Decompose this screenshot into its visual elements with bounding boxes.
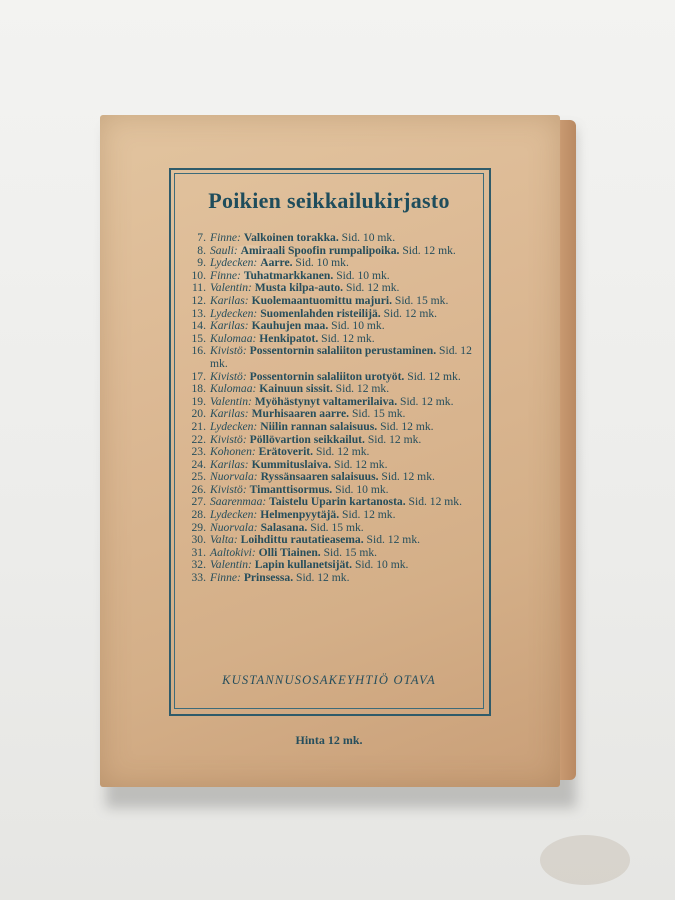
series-title: Poikien seikkailukirjasto — [208, 188, 450, 213]
book-title: Helmenpyytäjä. — [260, 508, 340, 522]
book-author: Finne: — [210, 571, 241, 585]
book-author: Valta: — [210, 533, 238, 547]
book-number: 11. — [191, 281, 206, 295]
book-title: Suomenlahden risteilijä. — [260, 306, 381, 320]
book-list-item — [184, 345, 479, 370]
book-list-item — [184, 572, 479, 585]
book-author: Lydecken: — [210, 419, 258, 433]
book-price: Sid. 12 mk. — [334, 457, 388, 471]
book-number: 14. — [191, 319, 206, 333]
book-price: Sid. 12 mk. — [407, 369, 461, 383]
book-title: Tuhatmarkkanen. — [243, 268, 334, 282]
book-title: Amiraali Spoofin rumpalipoika. — [240, 243, 400, 257]
book-number: 27. — [191, 495, 206, 509]
book-price: Sid. 12 mk. — [366, 533, 421, 547]
book-author: Finne: — [210, 268, 241, 282]
book-author: Karilas: — [210, 293, 249, 307]
book-price: Sid. 10 mk. — [341, 231, 396, 244]
book-author: Kivistö: — [210, 432, 247, 446]
book-price: Sid. 12 mk. — [321, 331, 375, 345]
book-price: Sid. 12 mk. — [402, 243, 456, 257]
book-title: Prinsessa. — [243, 571, 294, 585]
book-author: Valentin: — [210, 281, 252, 295]
book-title: Valkoinen torakka. — [243, 231, 339, 244]
cover-price: Hinta 12 mk. — [295, 733, 363, 747]
book-price: Sid. 12 mk. — [345, 281, 400, 295]
book-author: Nuorvala: — [210, 520, 258, 534]
book-author: Karilas: — [210, 319, 249, 333]
book-price: Sid. 12 mk. — [400, 394, 454, 408]
book-number: 9. — [197, 256, 206, 270]
book-author: Nuorvala: — [210, 470, 258, 484]
book-number: 10. — [191, 268, 206, 282]
book-author: Aaltokivi: — [210, 545, 256, 559]
book-number: 31. — [191, 545, 206, 559]
cover-wear-mark — [540, 835, 630, 885]
book-title: Erätoverit. — [258, 445, 314, 459]
book-title: Kainuun sissit. — [259, 382, 333, 396]
book-number: 8. — [197, 243, 206, 257]
book-price: Sid. 12 mk. — [383, 306, 438, 320]
book-number: 22. — [191, 432, 206, 446]
book-title: Salasana. — [260, 520, 308, 534]
book-price: Sid. 12 mk. — [210, 344, 472, 370]
book-title: Pöllövartion seikkailut. — [249, 432, 365, 446]
book-title: Musta kilpa-auto. — [254, 281, 344, 295]
book-author: Kohonen: — [210, 445, 256, 459]
book-title: Kuolemaantuomittu majuri. — [251, 293, 392, 307]
book-price: Sid. 15 mk. — [323, 545, 378, 559]
book-price: Sid. 12 mk. — [381, 470, 435, 484]
book-author: Finne: — [210, 231, 241, 244]
book-number: 33. — [191, 571, 206, 585]
book-number: 24. — [191, 457, 206, 471]
book-price: Sid. 10 mk. — [331, 319, 385, 333]
book-author: Lydecken: — [210, 306, 258, 320]
book-entry — [210, 572, 479, 585]
book-title: Taistelu Uparin kartanosta. — [269, 495, 406, 509]
book-number: 12. — [191, 293, 206, 307]
book-author: Kulomaa: — [210, 382, 257, 396]
book-author: Kulomaa: — [210, 331, 257, 345]
book-author: Lydecken: — [210, 256, 258, 270]
book-author: Karilas: — [210, 407, 249, 421]
book-title: Niilin rannan salaisuus. — [260, 419, 378, 433]
book-author: Kivistö: — [210, 482, 247, 496]
book-list — [184, 232, 479, 585]
publisher-name: KUSTANNUSOSAKEYHTIÖ OTAVA — [222, 673, 436, 687]
book-title: Aarre. — [260, 256, 293, 270]
book-title: Olli Tiainen. — [258, 545, 321, 559]
book-price: Sid. 10 mk. — [336, 268, 390, 282]
book-number: 25. — [191, 470, 206, 484]
book-price: Sid. 12 mk. — [380, 419, 434, 433]
book-number: 20. — [191, 407, 206, 421]
book-number: 29. — [191, 520, 206, 534]
book-number: 18. — [191, 382, 206, 396]
book-author: Kivistö: — [210, 344, 247, 358]
book-title: Kummituslaiva. — [251, 457, 332, 471]
book-number: 7. — [197, 231, 206, 244]
book-author: Saarenmaa: — [210, 495, 267, 509]
book-price: Sid. 15 mk. — [351, 407, 406, 421]
book-price: Sid. 12 mk. — [342, 508, 396, 522]
book-author: Kivistö: — [210, 369, 247, 383]
book-title: Possentornin salaliiton perustaminen. — [249, 344, 437, 358]
book-price: Sid. 15 mk. — [310, 520, 364, 534]
book-title: Henkipatot. — [259, 331, 319, 345]
book-number: 15. — [191, 331, 206, 345]
book-author: Valentin: — [210, 558, 252, 572]
book-price: Sid. 15 mk. — [394, 293, 449, 307]
book-price: Sid. 10 mk. — [354, 558, 409, 572]
book-title: Kauhujen maa. — [251, 319, 329, 333]
book-number: 23. — [191, 445, 206, 459]
book-price: Sid. 12 mk. — [296, 571, 350, 585]
book-price: Sid. 12 mk. — [408, 495, 462, 509]
book-price: Sid. 12 mk. — [315, 445, 370, 459]
book-title: Loihdittu rautatieasema. — [240, 533, 364, 547]
book-author: Karilas: — [210, 457, 249, 471]
book-price: Sid. 12 mk. — [367, 432, 422, 446]
book-number: 28. — [191, 508, 206, 522]
book-title: Murhisaaren aarre. — [251, 407, 350, 421]
book-author: Lydecken: — [210, 508, 258, 522]
book-title: Possentornin salaliiton urotyöt. — [249, 369, 405, 383]
book-price: Sid. 10 mk. — [295, 256, 349, 270]
book-price: Sid. 12 mk. — [335, 382, 390, 396]
book-title: Myöhästynyt valtamerilaiva. — [254, 394, 398, 408]
book-number: 21. — [191, 419, 206, 433]
book-number: 19. — [191, 394, 206, 408]
book-number: 32. — [191, 558, 206, 572]
book-number: 30. — [191, 533, 206, 547]
book-author: Sauli: — [210, 243, 238, 257]
book-price: Sid. 10 mk. — [335, 482, 389, 496]
book-title: Timanttisormus. — [249, 482, 333, 496]
book-title: Ryssänsaaren salaisuus. — [260, 470, 379, 484]
book-number: 16. — [191, 344, 206, 358]
book-title: Lapin kullanetsijät. — [254, 558, 353, 572]
book-number: 17. — [191, 369, 206, 383]
book-author: Valentin: — [210, 394, 252, 408]
book-number: 13. — [191, 306, 206, 320]
book-number: 26. — [191, 482, 206, 496]
book-entry — [210, 345, 479, 370]
